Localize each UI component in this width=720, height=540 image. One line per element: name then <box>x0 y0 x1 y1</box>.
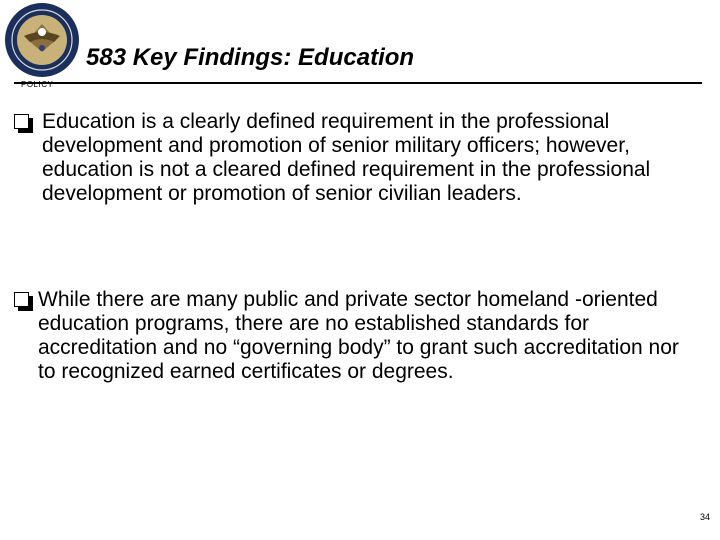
title-divider <box>14 82 702 84</box>
dod-seal-logo <box>4 2 80 78</box>
checkbox-bullet-icon <box>14 292 29 307</box>
page-number: 34 <box>699 512 710 522</box>
seal-label: POLICY <box>21 80 54 89</box>
bullet-text: Education is a clearly defined requirement in the professional development and promotion of senior military officers; however, education is not a cleared defined requirement in the professional development or promotion of senior civilian leaders. <box>42 110 651 205</box>
slide-title: 583 Key Findings: Education <box>86 44 415 71</box>
bullet-item <box>14 110 694 206</box>
bullet-item <box>14 288 694 384</box>
checkbox-bullet-icon <box>14 114 29 129</box>
bullet-text: While there are many public and private sector homeland -oriented education programs, there are no established standards for accreditation and no “governing body” to grant such accreditation nor to recognized earned certificates or degrees. <box>38 288 679 383</box>
